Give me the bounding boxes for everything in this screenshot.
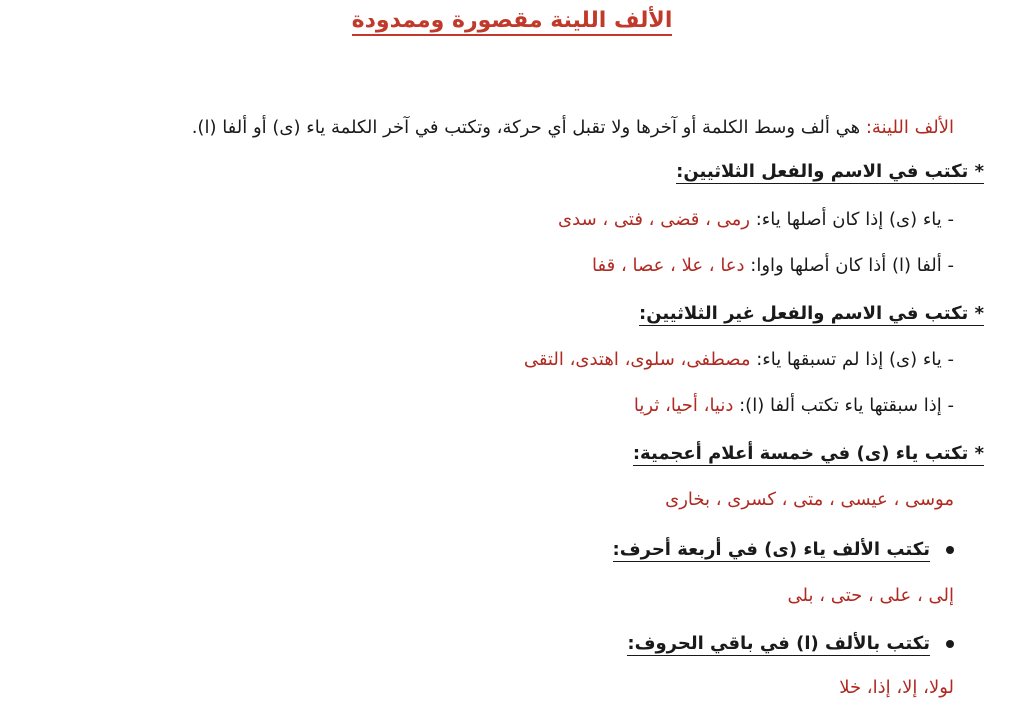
section1-rule2-examples: دعا ، علا ، عصا ، قفا: [592, 255, 745, 276]
bullet-dot-icon: [946, 546, 954, 554]
section2-rule2-text: - إذا سبقتها ياء تكتب ألفا (ا):: [733, 395, 954, 416]
section3-examples: موسى ، عيسى ، متى ، كسرى ، بخارى: [665, 489, 954, 510]
section2-rule2: [634, 392, 954, 420]
page-title-text: الألف اللينة مقصورة وممدودة: [352, 8, 673, 36]
bullet2-heading: تكتب بالألف (ا) في باقي الحروف:: [627, 633, 930, 654]
page-title: [0, 4, 1024, 38]
section1-heading: [676, 158, 984, 186]
section1-rule1-text: - ياء (ى) إذا كان أصلها ياء:: [750, 209, 954, 230]
bullet2-examples: لولا، إلا، إذا، خلا: [839, 677, 954, 698]
section1-rule1: [558, 206, 954, 234]
section1-rule2-text: - ألفا (ا) أذا كان أصلها واوا:: [744, 255, 954, 276]
section1-rule2: [592, 252, 954, 280]
definition-text: هي ألف وسط الكلمة أو آخرها ولا تقبل أي حركة، وتكتب في آخر الكلمة ياء (ى) أو ألفا (ا).: [191, 117, 866, 138]
section2-rule1: [524, 346, 954, 374]
section3-heading: [633, 440, 984, 468]
bullet1-heading: تكتب الألف ياء (ى) في أربعة أحرف:: [612, 539, 930, 560]
bullet1-examples: إلى ، على ، حتى ، بلى: [787, 585, 954, 606]
section2-rule2-examples: دنيا، أحيا، ثريا: [633, 395, 734, 416]
bullet2-heading-line: [627, 630, 954, 658]
section1-rule1-examples: رمى ، قضى ، فتى ، سدى: [558, 209, 751, 230]
section1-heading-text: * تكتب في الاسم والفعل الثلاثيين:: [676, 161, 984, 182]
definition-term: الألف اللينة:: [865, 117, 954, 138]
section2-heading-text: * تكتب في الاسم والفعل غير الثلاثيين:: [639, 303, 984, 324]
section2-heading: [639, 300, 984, 328]
section2-rule1-text: - ياء (ى) إذا لم تسبقها ياء:: [750, 349, 954, 370]
section3-heading-text: * تكتب ياء (ى) في خمسة أعلام أعجمية:: [632, 443, 984, 464]
bullet-dot-icon: [946, 640, 954, 648]
section2-rule1-examples: مصطفى، سلوى، اهتدى، التقى: [523, 349, 751, 370]
definition-line: [192, 114, 954, 142]
bullet1-heading-line: [613, 536, 954, 564]
